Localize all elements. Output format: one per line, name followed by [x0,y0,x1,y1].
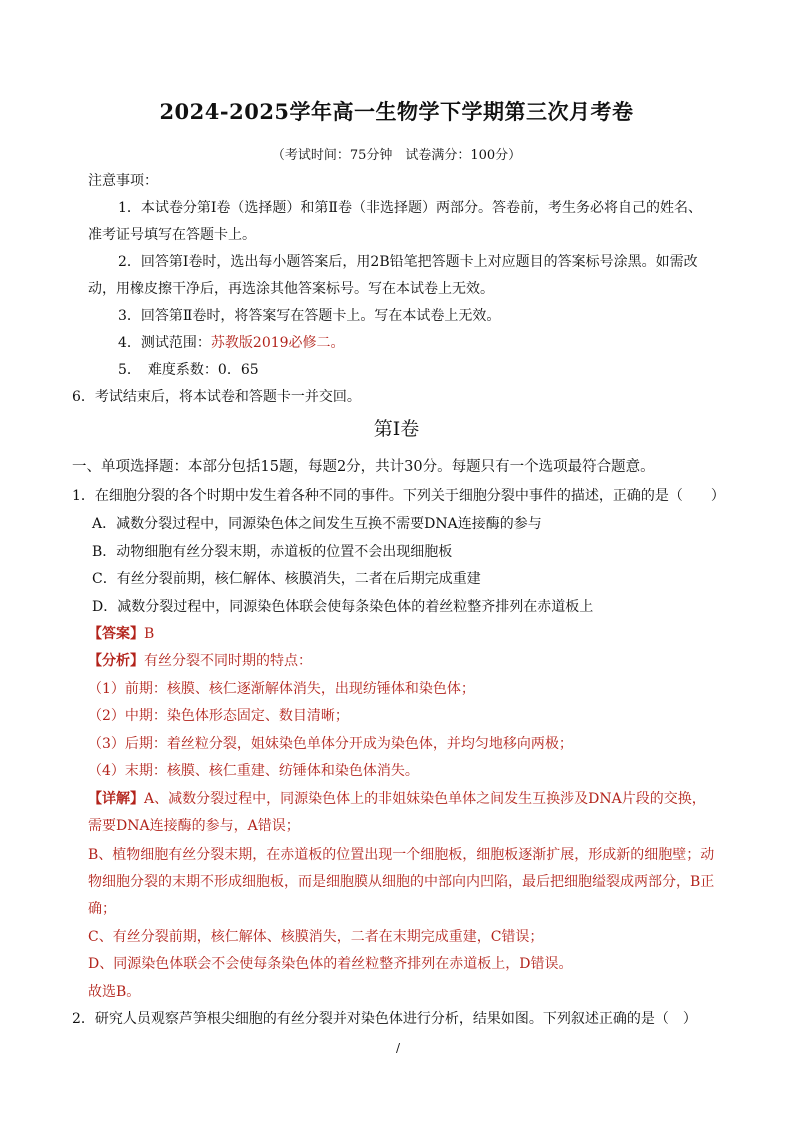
question-2-stem: 2．研究人员观察芦笋根尖细胞的有丝分裂并对染色体进行分析，结果如图。下列叙述正确的是（ ） [72,1011,697,1027]
section-instruction: 一、单项选择题：本部分包括15题，每题2分，共计30分。每题只有一个选项最符合题意。 [72,459,655,475]
conclusion: 故选B。 [88,984,141,1000]
note-item-4-label: 4．测试范围： [118,335,211,351]
analysis-text: 有丝分裂不同时期的特点： [144,653,312,669]
note-item-2: 2．回答第Ⅰ卷时，选出每小题答案后，用2B铅笔把答题卡上对应题目的答案标号涂黑。如需改 [118,254,698,270]
question-1-option-b: B．动物细胞有丝分裂末期，赤道板的位置不会出现细胞板 [92,544,453,560]
analysis-point-3: （3）后期：着丝粒分裂，姐妹染色单体分开成为染色体，并均匀地移向两极； [88,736,573,752]
page-title: 2024-2025学年高一生物学下学期第三次月考卷 [159,99,634,124]
test-scope: 苏教版2019必修二。 [210,335,345,351]
note-item-1-cont: 准考证号填写在答题卡上。 [88,227,256,243]
answer-tag: 【答案】 [88,626,144,642]
detail-tag: 【详解】 [88,791,144,807]
answer-line [88,625,154,643]
analysis-point-2: （2）中期：染色体形态固定、数目清晰； [88,708,349,724]
detail-c: C、有丝分裂前期，核仁解体、核膜消失，二者在末期完成重建，C错误； [88,929,544,945]
analysis-point-4: （4）末期：核膜、核仁重建、纺锤体和染色体消失。 [88,763,419,779]
question-1-option-a: A．减数分裂过程中，同源染色体之间发生互换不需要DNA连接酶的参与 [92,516,542,532]
page-number: / [396,1041,401,1055]
answer-value: B [144,626,155,642]
question-1-stem: 1．在细胞分裂的各个时期中发生着各种不同的事件。下列关于细胞分裂中事件的描述，正确的是（ ） [72,488,725,504]
section-title: 第Ⅰ卷 [373,418,420,440]
notes-heading: 注意事项： [88,173,158,189]
note-item-1: 1．本试卷分第Ⅰ卷（选择题）和第Ⅱ卷（非选择题）两部分。答卷前，考生务必将自己的姓名、 [118,200,702,216]
note-item-5: 5． 难度系数：0．65 [118,362,259,378]
detail-a-cont: 需要DNA连接酶的参与，A错误； [88,818,300,834]
detail-b-cont-2: 确； [88,901,116,917]
detail-line-1 [88,790,706,808]
analysis-point-1: （1）前期：核膜、核仁逐渐解体消失，出现纺锤体和染色体； [88,681,475,697]
detail-b: B、植物细胞有丝分裂末期，在赤道板的位置出现一个细胞板，细胞板逐渐扩展，形成新的细胞壁；动 [88,847,715,863]
note-item-6: 6．考试结束后，将本试卷和答题卡一并交回。 [72,389,361,405]
analysis-tag: 【分析】 [88,653,144,669]
note-item-4 [118,334,345,352]
question-1-option-c: C．有丝分裂前期，核仁解体、核膜消失，二者在后期完成重建 [92,571,481,587]
note-item-2-cont: 动，用橡皮擦干净后，再选涂其他答案标号。写在本试卷上无效。 [88,281,494,297]
note-item-3: 3．回答第Ⅱ卷时，将答案写在答题卡上。写在本试卷上无效。 [118,308,501,324]
question-1-option-d: D．减数分裂过程中，同源染色体联会使每条染色体的着丝粒整齐排列在赤道板上 [92,599,594,615]
exam-info: （考试时间：75分钟 试卷满分：100分） [271,148,522,163]
detail-d: D、同源染色体联会不会使每条染色体的着丝粒整齐排列在赤道板上，D错误。 [88,956,573,972]
analysis-line [88,652,312,670]
detail-b-cont: 物细胞分裂的末期不形成细胞板，而是细胞膜从细胞的中部向内凹陷，最后把细胞缢裂成两部分，B正 [88,874,715,890]
detail-a: A、减数分裂过程中，同源染色体上的非姐妹染色单体之间发生互换涉及DNA片段的交换， [144,791,706,807]
